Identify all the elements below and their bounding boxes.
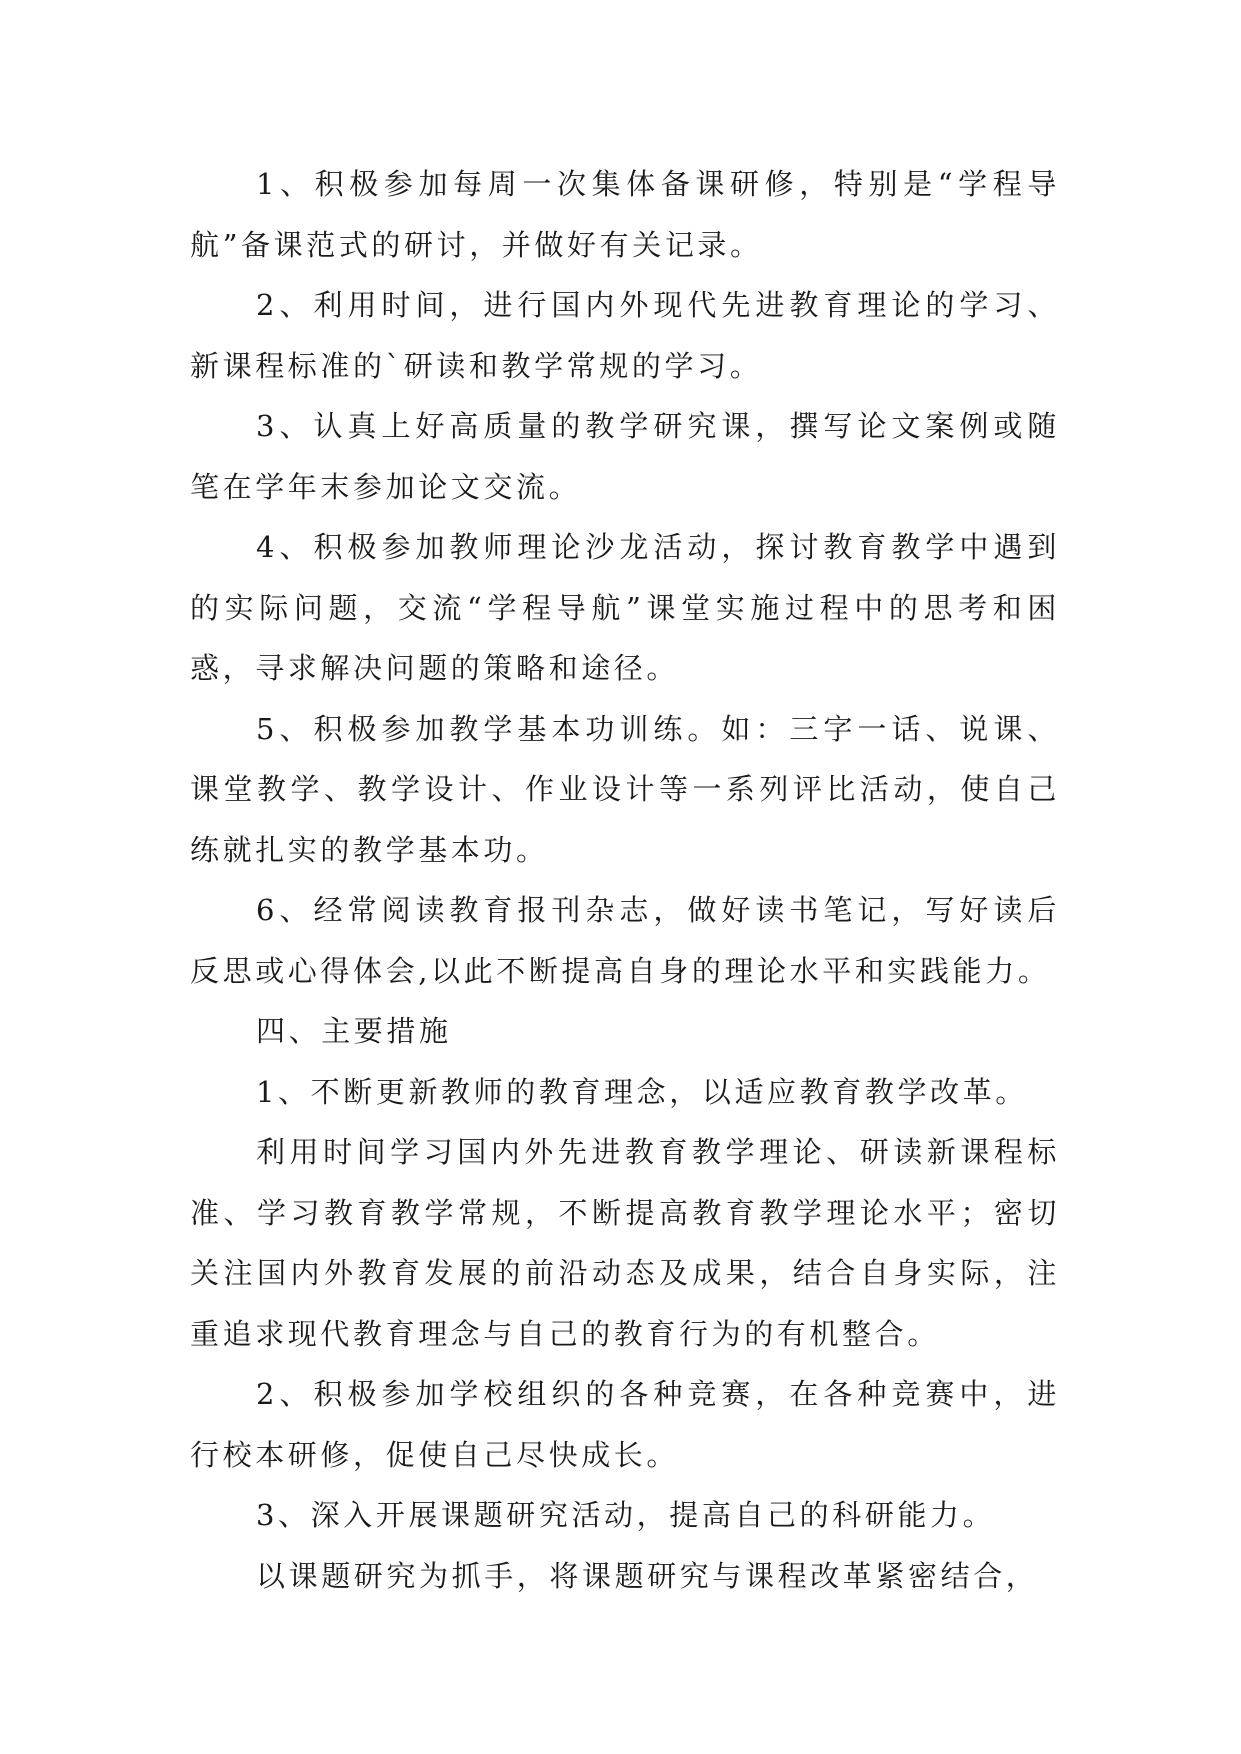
- paragraph-10: 3、深入开展课题研究活动，提高自己的科研能力。: [256, 1498, 996, 1532]
- paragraph-4: 4、积极参加教师理论沙龙活动，探讨教育教学中遇到的实际问题，交流“学程导航”课堂实施过程中的思考和困惑，寻求解决问题的策略和途径。: [190, 530, 1060, 685]
- paragraph-7: 1、不断更新教师的教育理念，以适应教育教学改革。: [256, 1074, 1028, 1109]
- paragraph-8: 利用时间学习国内外先进教育教学理论、研读新课程标准、学习教育教学常规，不断提高教育教学理论水平；密切关注国内外教育发展的前沿动态及成果，结合自身实际，注重追求现代教育理念与自己的教育行为的有机整合。: [190, 1135, 1060, 1351]
- paragraph-9: 2、积极参加学校组织的各种竞赛，在各种竞赛中，进行校本研修，促使自己尽快成长。: [190, 1377, 1060, 1472]
- paragraph-5: 5、积极参加教学基本功训练。如：三字一话、说课、课堂教学、教学设计、作业设计等一系列评比活动，使自己练就扎实的教学基本功。: [190, 711, 1060, 867]
- paragraph-6: 6、经常阅读教育报刊杂志，做好读书笔记，写好读后反思或心得体会,以此不断提高自身的理论水平和实践能力。: [190, 893, 1060, 988]
- paragraph-11: 以课题研究为抓手，将课题研究与课程改革紧密结合，: [256, 1558, 1039, 1593]
- document-body: [190, 154, 1060, 1606]
- paragraph-1: 1、积极参加每周一次集体备课研修，特别是“学程导航”备课范式的研讨，并做好有关记录。: [190, 167, 1060, 262]
- section-heading: 四、主要措施: [256, 1014, 452, 1048]
- paragraph-2: 2、利用时间，进行国内外现代先进教育理论的学习、新课程标准的`研读和教学常规的学习。: [190, 288, 1060, 383]
- paragraph-3: 3、认真上好高质量的教学研究课，撰写论文案例或随笔在学年末参加论文交流。: [190, 409, 1060, 504]
